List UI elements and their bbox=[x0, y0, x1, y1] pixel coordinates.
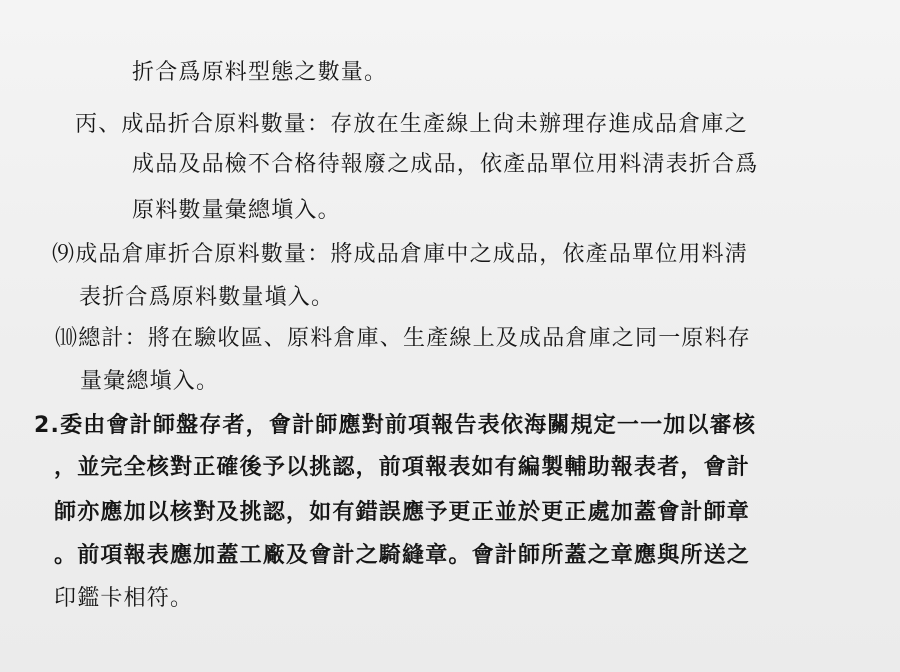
document-line-13 bbox=[54, 584, 193, 614]
document-text: 量彙總塡入。 bbox=[80, 369, 220, 394]
document-line-1 bbox=[132, 58, 387, 88]
document-text: ，並完全核對正確後予以挑認，前項報表如有編製輔助報表者，會計 bbox=[54, 455, 751, 480]
document-text: 原料數量彙總塡入。 bbox=[132, 198, 341, 223]
document-text: 折合爲原料型態之數量。 bbox=[132, 60, 388, 85]
document-text: 成品及品檢不合格待報廢之成品，依產品單位用料淸表折合爲 bbox=[132, 152, 759, 177]
document-line-9 bbox=[34, 411, 756, 441]
document-line-10 bbox=[54, 453, 750, 483]
document-text: 2.委由會計師盤存者，會計師應對前項報告表依海關規定一一加以審核 bbox=[34, 413, 757, 438]
document-line-6 bbox=[79, 283, 334, 313]
document-line-12 bbox=[54, 541, 750, 571]
document-text: 表折合爲原料數量塡入。 bbox=[79, 285, 335, 310]
document-text: 師亦應加以核對及挑認，如有錯誤應予更正並於更正處加蓋會計師章 bbox=[54, 500, 751, 525]
document-line-5 bbox=[52, 240, 748, 270]
document-text: ⑼成品倉庫折合原料數量：將成品倉庫中之成品，依產品單位用料淸 bbox=[52, 242, 749, 267]
document-line-3 bbox=[132, 150, 758, 180]
document-line-4 bbox=[132, 196, 341, 226]
document-line-11 bbox=[54, 498, 750, 528]
document-text: 丙、成品折合原料數量：存放在生產線上尙未辦理存進成品倉庫之 bbox=[75, 112, 748, 137]
document-line-2 bbox=[75, 110, 748, 140]
document-text: 印鑑卡相符。 bbox=[54, 586, 194, 611]
document-line-8 bbox=[80, 367, 219, 397]
document-text: 。前項報表應加蓋工廠及會計之騎縫章。會計師所蓋之章應與所送之 bbox=[54, 543, 751, 568]
document-line-7 bbox=[55, 324, 751, 354]
document-text: ⑽總計：將在驗收區、原料倉庫、生產線上及成品倉庫之同一原料存 bbox=[55, 326, 752, 351]
